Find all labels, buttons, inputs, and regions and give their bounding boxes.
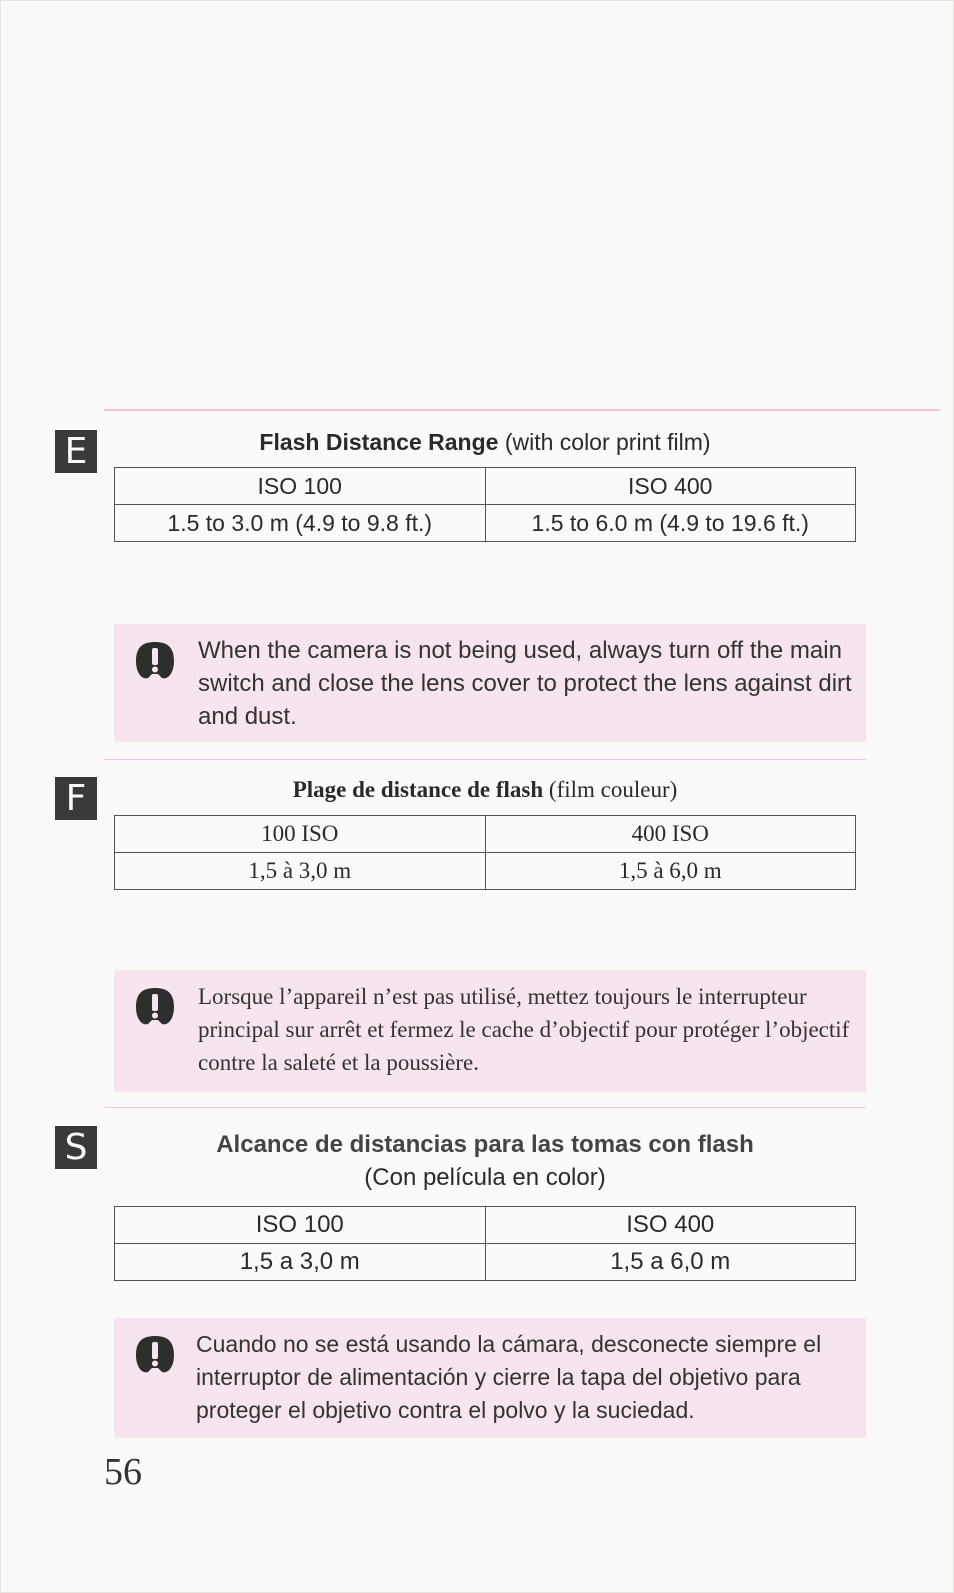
spanish-table-title: [114, 1128, 856, 1194]
table-row: [115, 1207, 856, 1244]
language-badge-spanish: S: [55, 1126, 97, 1169]
section-divider-top: [104, 409, 940, 411]
spanish-note-text: Cuando no se está usando la cámara, desconecte siempre el interruptor de alimentación y cierre la tapa del objetivo para proteger el objetivo contra el polvo y la suciedad.: [196, 1331, 822, 1423]
table-cell-iso400-range: 1.5 to 6.0 m (4.9 to 19.6 ft.): [485, 505, 856, 542]
caution-icon: [132, 1332, 178, 1378]
english-table-title: [114, 429, 856, 456]
section-divider: [104, 1107, 866, 1108]
language-badge-english: E: [55, 430, 97, 473]
table-header-iso100: ISO 100: [115, 468, 486, 505]
table-row: [115, 468, 856, 505]
english-flash-range-table: [114, 467, 856, 542]
table-row: [115, 816, 856, 853]
spanish-title-bold: Alcance de distancias para las tomas con flash: [216, 1131, 754, 1158]
table-header-iso400: ISO 400: [485, 468, 856, 505]
table-row: [115, 1244, 856, 1281]
french-table-title: [114, 776, 856, 803]
table-header-iso100: ISO 100: [115, 1207, 486, 1244]
french-caution-note: [114, 970, 866, 1092]
french-note-text: Lorsque l’appareil n’est pas utilisé, mettez toujours le interrupteur principal sur arrêt et fermez le cache d’objectif pour protéger l’objectif contre la saleté et la poussière.: [198, 984, 850, 1075]
french-title-bold: Plage de distance de flash: [292, 777, 544, 802]
english-title-bold: Flash Distance Range: [259, 429, 499, 455]
table-header-iso400: 400 ISO: [485, 816, 856, 853]
table-cell-iso100-range: 1.5 to 3.0 m (4.9 to 9.8 ft.): [115, 505, 486, 542]
table-cell-iso100-range: 1,5 à 3,0 m: [115, 853, 486, 890]
table-row: [115, 853, 856, 890]
language-badge-french: F: [55, 777, 97, 820]
table-header-iso400: ISO 400: [485, 1207, 856, 1244]
spanish-flash-range-table: [114, 1206, 856, 1281]
table-row: [115, 505, 856, 542]
caution-icon: [132, 638, 178, 684]
english-caution-note: [114, 624, 866, 742]
french-flash-range-table: [114, 815, 856, 890]
spanish-caution-note: [114, 1318, 866, 1438]
english-note-text: When the camera is not being used, always turn off the main switch and close the lens cover to protect the lens against dirt and dust.: [198, 637, 852, 730]
section-divider: [104, 759, 866, 760]
table-cell-iso400-range: 1,5 à 6,0 m: [485, 853, 856, 890]
spanish-title-rest: (Con película en color): [364, 1164, 606, 1191]
table-cell-iso100-range: 1,5 a 3,0 m: [115, 1244, 486, 1281]
page-number: 56: [104, 1451, 142, 1493]
table-cell-iso400-range: 1,5 a 6,0 m: [485, 1244, 856, 1281]
caution-icon: [132, 984, 178, 1030]
english-title-rest: (with color print film): [498, 429, 711, 455]
table-header-iso100: 100 ISO: [115, 816, 486, 853]
french-title-rest: (film couleur): [543, 777, 678, 802]
